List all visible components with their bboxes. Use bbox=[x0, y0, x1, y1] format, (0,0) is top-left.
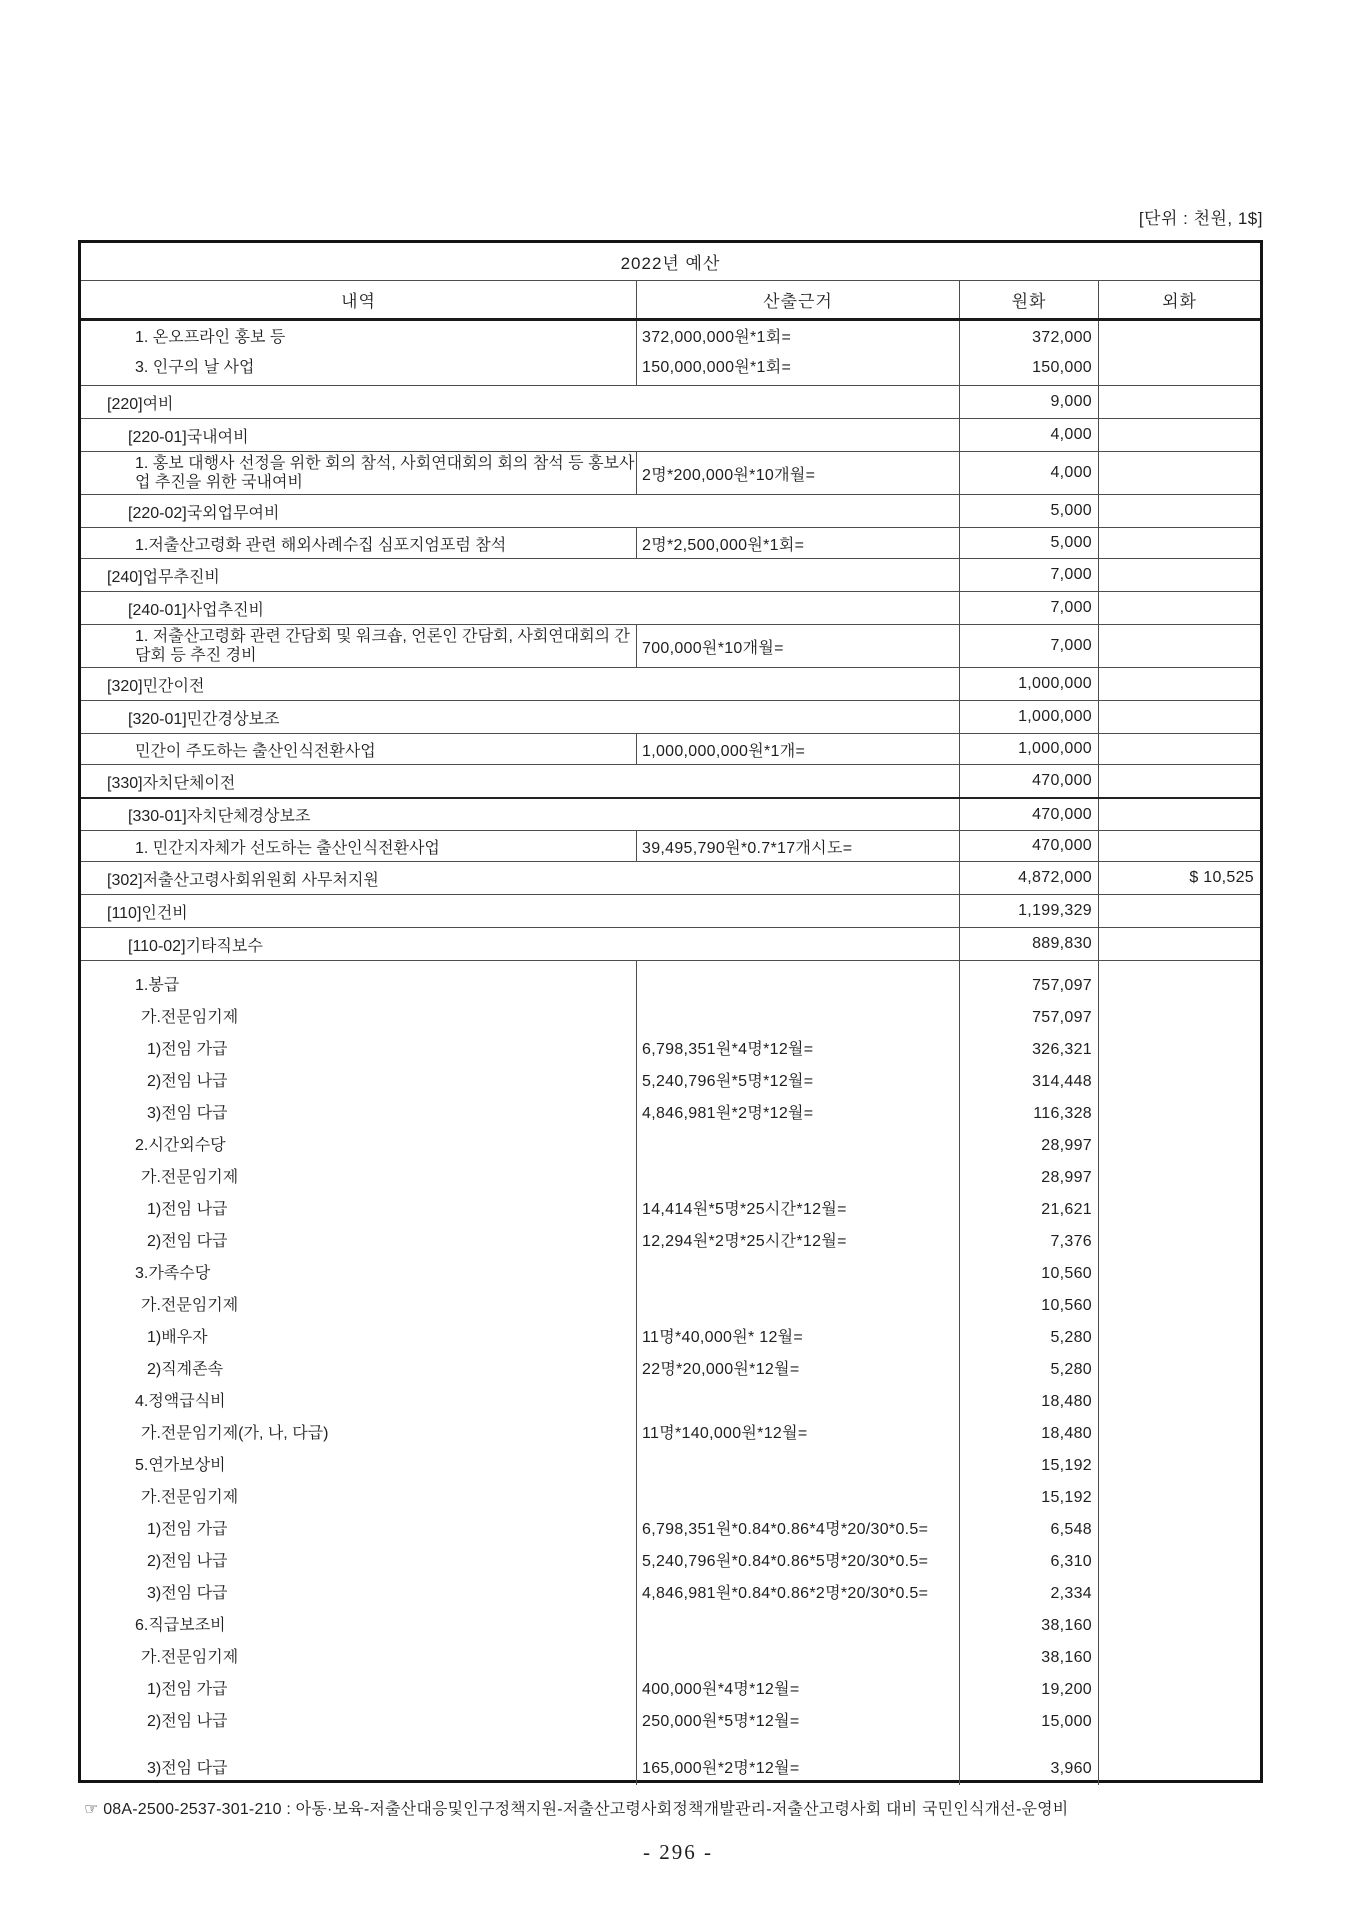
line-krw: 10,560 bbox=[1041, 1297, 1092, 1314]
line-krw: 372,000 bbox=[1032, 329, 1092, 346]
line-name: 가.전문임기제 bbox=[141, 1169, 239, 1186]
column-header-basis: 산출근거 bbox=[636, 281, 959, 318]
line-fx bbox=[1099, 1386, 1260, 1418]
fx-cell bbox=[1098, 701, 1260, 733]
krw-cell: 5,000 bbox=[959, 528, 1098, 558]
table-row bbox=[81, 527, 1260, 558]
line-name: 2)전임 다급 bbox=[147, 1233, 228, 1250]
fx-cell bbox=[1098, 559, 1260, 591]
line-basis bbox=[637, 1450, 959, 1482]
table-row bbox=[81, 733, 1260, 764]
line-krw: 6,310 bbox=[1050, 1553, 1092, 1570]
table-row bbox=[81, 385, 1260, 418]
line-krw: 15,192 bbox=[1041, 1489, 1092, 1506]
line-basis: 6,798,351원*4명*12월= bbox=[642, 1041, 814, 1058]
line-krw: 116,328 bbox=[1033, 1105, 1092, 1122]
line-basis bbox=[637, 970, 959, 1002]
name-cell: 1. 저출산고령화 관련 간담회 및 워크숍, 언론인 간담회, 사회연대회의 간담회 등 추진 경비 bbox=[135, 628, 631, 664]
table-header bbox=[81, 281, 1260, 321]
table-row bbox=[81, 861, 1260, 894]
line-basis: 12,294원*2명*25시간*12월= bbox=[642, 1233, 847, 1250]
line-fx bbox=[1099, 1034, 1260, 1066]
fx-cell bbox=[1098, 528, 1260, 558]
line-name: 2)직계존속 bbox=[147, 1361, 224, 1378]
line-basis: 372,000,000원*1회= bbox=[642, 329, 792, 346]
table-row bbox=[81, 700, 1260, 733]
line-krw: 6,548 bbox=[1050, 1521, 1092, 1538]
name-cell: 민간이 주도하는 출산인식전환사업 bbox=[135, 742, 376, 760]
page-number: - 296 - bbox=[643, 1840, 713, 1864]
line-krw: 5,280 bbox=[1050, 1361, 1092, 1378]
line-fx bbox=[1099, 1706, 1260, 1738]
line-name: 2)전임 나급 bbox=[147, 1073, 228, 1090]
line-fx bbox=[1099, 1066, 1260, 1098]
line-name: 가.전문임기제 bbox=[141, 1297, 239, 1314]
line-basis bbox=[637, 1002, 959, 1034]
line-name: 3.가족수당 bbox=[135, 1265, 211, 1282]
krw-cell: 470,000 bbox=[959, 799, 1098, 830]
name-cell: 1. 민간지자체가 선도하는 출산인식전환사업 bbox=[135, 839, 440, 857]
table-row bbox=[81, 418, 1260, 451]
line-krw: 19,200 bbox=[1041, 1681, 1092, 1698]
line-krw: 21,621 bbox=[1041, 1201, 1092, 1218]
line-basis: 4,846,981원*2명*12월= bbox=[642, 1105, 814, 1122]
line-fx bbox=[1099, 1642, 1260, 1674]
line-basis: 11명*40,000원* 12월= bbox=[642, 1329, 804, 1346]
name-cell: [320]민간이전 bbox=[107, 677, 205, 695]
krw-cell: 1,000,000 bbox=[959, 701, 1098, 733]
basis-cell: 1,000,000,000원*1개= bbox=[636, 734, 959, 764]
column-header-krw: 원화 bbox=[959, 281, 1098, 318]
line-fx bbox=[1099, 323, 1260, 353]
table-row bbox=[81, 494, 1260, 527]
fx-cell bbox=[1098, 495, 1260, 527]
basis-cell bbox=[636, 321, 959, 385]
line-krw: 3,960 bbox=[1050, 1760, 1092, 1777]
line-fx bbox=[1099, 1418, 1260, 1450]
table-row bbox=[81, 321, 1260, 385]
budget-table bbox=[78, 240, 1263, 1783]
line-basis bbox=[637, 1386, 959, 1418]
line-fx bbox=[1099, 1354, 1260, 1386]
name-cell: [320-01]민간경상보조 bbox=[128, 710, 280, 728]
table-row bbox=[81, 960, 1260, 1785]
krw-cell bbox=[959, 961, 1098, 1785]
fx-cell bbox=[1098, 668, 1260, 700]
line-basis: 22명*20,000원*12월= bbox=[642, 1361, 800, 1378]
footnote: ☞ 08A-2500-2537-301-210 : 아동·보육-저출산대응및인구정책지원-저출산고령사회정책개발관리-저출산고령사회 대비 국민인식개선-운영비 bbox=[84, 1801, 1069, 1818]
line-krw: 10,560 bbox=[1041, 1265, 1092, 1282]
basis-cell bbox=[636, 961, 959, 1785]
line-fx bbox=[1099, 1578, 1260, 1610]
line-name: 가.전문임기제 bbox=[141, 1489, 239, 1506]
fx-cell bbox=[1098, 419, 1260, 451]
line-fx bbox=[1099, 1226, 1260, 1258]
krw-cell: 1,000,000 bbox=[959, 734, 1098, 764]
table-row bbox=[81, 830, 1260, 861]
line-name: 가.전문임기제(가, 나, 다급) bbox=[141, 1425, 329, 1442]
line-fx bbox=[1099, 1290, 1260, 1322]
fx-cell: $ 10,525 bbox=[1098, 862, 1260, 894]
table-body bbox=[81, 321, 1260, 1785]
line-name: 1)전임 가급 bbox=[147, 1521, 228, 1538]
line-fx bbox=[1099, 1482, 1260, 1514]
line-basis: 165,000원*2명*12월= bbox=[642, 1760, 800, 1777]
name-cell: [302]저출산고령사회위원회 사무처지원 bbox=[107, 871, 379, 889]
line-fx bbox=[1099, 1674, 1260, 1706]
table-row bbox=[81, 927, 1260, 960]
unit-label: [단위 : 천원, 1$] bbox=[1138, 209, 1263, 228]
line-name: 1)전임 가급 bbox=[147, 1041, 228, 1058]
table-row bbox=[81, 558, 1260, 591]
line-krw: 150,000 bbox=[1032, 359, 1092, 376]
name-cell: [330-01]자치단체경상보조 bbox=[128, 808, 311, 825]
fx-cell bbox=[1098, 831, 1260, 861]
name-cell bbox=[81, 961, 636, 1785]
line-name: 1)배우자 bbox=[147, 1329, 208, 1346]
line-krw: 15,000 bbox=[1041, 1713, 1092, 1730]
krw-cell: 4,872,000 bbox=[959, 862, 1098, 894]
line-krw: 38,160 bbox=[1041, 1649, 1092, 1666]
line-fx bbox=[1099, 1514, 1260, 1546]
column-header-fx: 외화 bbox=[1098, 281, 1260, 318]
fx-cell bbox=[1098, 625, 1260, 667]
name-cell: [220]여비 bbox=[107, 395, 174, 413]
line-krw: 38,160 bbox=[1041, 1617, 1092, 1634]
krw-cell: 4,000 bbox=[959, 419, 1098, 451]
line-basis: 5,240,796원*5명*12월= bbox=[642, 1073, 814, 1090]
line-fx bbox=[1099, 970, 1260, 1002]
line-krw: 5,280 bbox=[1050, 1329, 1092, 1346]
fx-cell bbox=[1098, 895, 1260, 927]
table-row bbox=[81, 591, 1260, 624]
name-cell bbox=[81, 321, 636, 385]
name-cell: [240-01]사업추진비 bbox=[128, 601, 264, 619]
basis-cell: 2명*200,000원*10개월= bbox=[636, 452, 959, 494]
line-fx bbox=[1099, 1002, 1260, 1034]
line-name: 5.연가보상비 bbox=[135, 1457, 226, 1474]
line-krw: 28,997 bbox=[1041, 1137, 1092, 1154]
basis-cell: 39,495,790원*0.7*17개시도= bbox=[636, 831, 959, 861]
fx-cell bbox=[1098, 592, 1260, 624]
name-cell: [240]업무추진비 bbox=[107, 568, 220, 586]
fx-cell bbox=[1098, 928, 1260, 960]
line-basis: 5,240,796원*0.84*0.86*5명*20/30*0.5= bbox=[642, 1553, 929, 1570]
line-name: 6.직급보조비 bbox=[135, 1617, 226, 1634]
line-fx bbox=[1099, 1322, 1260, 1354]
krw-cell: 4,000 bbox=[959, 452, 1098, 494]
line-krw: 2,334 bbox=[1050, 1585, 1092, 1602]
line-name: 3. 인구의 날 사업 bbox=[135, 359, 255, 376]
line-fx bbox=[1099, 1194, 1260, 1226]
name-cell: [110-02]기타직보수 bbox=[128, 937, 263, 955]
line-basis: 4,846,981원*0.84*0.86*2명*20/30*0.5= bbox=[642, 1585, 929, 1602]
table-row bbox=[81, 624, 1260, 667]
line-krw: 7,376 bbox=[1050, 1233, 1092, 1250]
table-row bbox=[81, 764, 1260, 797]
line-krw: 15,192 bbox=[1041, 1457, 1092, 1474]
line-krw: 314,448 bbox=[1032, 1073, 1092, 1090]
line-basis bbox=[637, 1162, 959, 1194]
line-name: 가.전문임기제 bbox=[141, 1649, 239, 1666]
name-cell: 1.저출산고령화 관련 해외사례수집 심포지엄포럼 참석 bbox=[135, 536, 507, 554]
line-name: 3)전임 다급 bbox=[147, 1760, 228, 1777]
line-basis: 150,000,000원*1회= bbox=[642, 359, 792, 376]
line-basis: 11명*140,000원*12월= bbox=[642, 1425, 808, 1442]
table-row bbox=[81, 451, 1260, 494]
name-cell: [220-01]국내여비 bbox=[128, 428, 249, 446]
line-fx bbox=[1099, 1162, 1260, 1194]
fx-cell bbox=[1098, 734, 1260, 764]
line-krw: 18,480 bbox=[1041, 1393, 1092, 1410]
krw-cell bbox=[959, 321, 1098, 385]
table-row bbox=[81, 667, 1260, 700]
fx-cell bbox=[1098, 386, 1260, 418]
line-krw: 757,097 bbox=[1032, 977, 1092, 994]
line-name: 2)전임 나급 bbox=[147, 1713, 228, 1730]
line-basis: 250,000원*5명*12월= bbox=[642, 1713, 800, 1730]
fx-cell bbox=[1098, 765, 1260, 797]
line-fx bbox=[1099, 1546, 1260, 1578]
krw-cell: 7,000 bbox=[959, 592, 1098, 624]
line-name: 4.정액급식비 bbox=[135, 1393, 226, 1410]
line-fx bbox=[1099, 1450, 1260, 1482]
line-name: 3)전임 다급 bbox=[147, 1105, 228, 1122]
fx-cell bbox=[1098, 452, 1260, 494]
line-krw: 326,321 bbox=[1032, 1041, 1092, 1058]
column-header-name: 내역 bbox=[341, 292, 376, 311]
krw-cell: 889,830 bbox=[959, 928, 1098, 960]
table-row bbox=[81, 894, 1260, 927]
line-basis: 400,000원*4명*12월= bbox=[642, 1681, 800, 1698]
line-name: 3)전임 다급 bbox=[147, 1585, 228, 1602]
line-krw: 28,997 bbox=[1041, 1169, 1092, 1186]
basis-cell: 2명*2,500,000원*1회= bbox=[636, 528, 959, 558]
line-fx bbox=[1099, 353, 1260, 383]
line-basis bbox=[637, 1482, 959, 1514]
basis-cell: 700,000원*10개월= bbox=[636, 625, 959, 667]
line-basis bbox=[637, 1610, 959, 1642]
line-fx bbox=[1099, 1098, 1260, 1130]
line-krw: 18,480 bbox=[1041, 1425, 1092, 1442]
line-fx bbox=[1099, 1258, 1260, 1290]
table-row bbox=[81, 797, 1260, 830]
line-name: 1. 온오프라인 홍보 등 bbox=[135, 329, 286, 346]
line-basis: 6,798,351원*0.84*0.86*4명*20/30*0.5= bbox=[642, 1521, 929, 1538]
fx-cell bbox=[1098, 961, 1260, 1785]
krw-cell: 470,000 bbox=[959, 765, 1098, 797]
line-name: 2.시간외수당 bbox=[135, 1137, 226, 1154]
krw-cell: 7,000 bbox=[959, 625, 1098, 667]
line-basis: 14,414원*5명*25시간*12월= bbox=[642, 1201, 847, 1218]
line-basis bbox=[637, 1258, 959, 1290]
line-name: 1)전임 가급 bbox=[147, 1681, 228, 1698]
line-name: 1.봉급 bbox=[135, 977, 180, 994]
krw-cell: 9,000 bbox=[959, 386, 1098, 418]
fx-cell bbox=[1098, 321, 1260, 385]
krw-cell: 7,000 bbox=[959, 559, 1098, 591]
name-cell: [330]자치단체이전 bbox=[107, 774, 236, 792]
line-basis bbox=[637, 1130, 959, 1162]
line-krw: 757,097 bbox=[1032, 1009, 1092, 1026]
fx-cell bbox=[1098, 799, 1260, 830]
krw-cell: 1,000,000 bbox=[959, 668, 1098, 700]
krw-cell: 470,000 bbox=[959, 831, 1098, 861]
name-cell: 1. 홍보 대행사 선정을 위한 회의 참석, 사회연대회의 회의 참석 등 홍보사업 추진을 위한 국내여비 bbox=[135, 455, 635, 491]
line-name: 가.전문임기제 bbox=[141, 1009, 239, 1026]
krw-cell: 1,199,329 bbox=[959, 895, 1098, 927]
krw-cell: 5,000 bbox=[959, 495, 1098, 527]
line-fx bbox=[1099, 1753, 1260, 1785]
line-basis bbox=[637, 1642, 959, 1674]
name-cell: [110]인건비 bbox=[107, 904, 188, 922]
name-cell: [220-02]국외업무여비 bbox=[128, 504, 280, 522]
line-name: 1)전임 나급 bbox=[147, 1201, 228, 1218]
line-name: 2)전임 나급 bbox=[147, 1553, 228, 1570]
table-title: 2022년 예산 bbox=[81, 243, 1260, 281]
line-fx bbox=[1099, 1130, 1260, 1162]
line-basis bbox=[637, 1290, 959, 1322]
line-fx bbox=[1099, 1610, 1260, 1642]
